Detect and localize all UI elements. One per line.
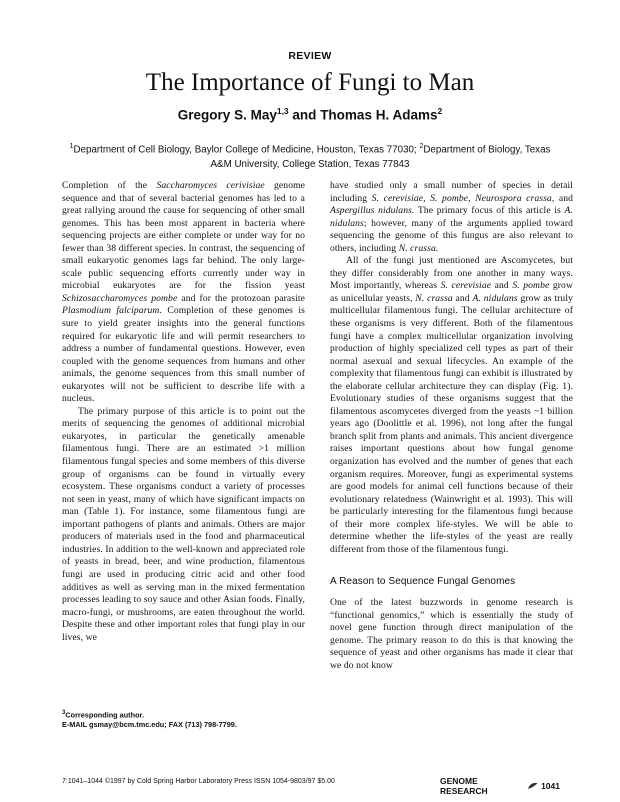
italic-term: Schizosaccharomyces pombe [62, 292, 178, 304]
author-affiliation-marker: 1,3 [276, 106, 289, 116]
italic-term: S. cerevisiae, S. pombe, Neurospora crassa, [371, 192, 555, 204]
body-paragraph [62, 406, 305, 644]
body-paragraph [330, 597, 573, 672]
footnote-label: Corresponding author. [65, 710, 144, 720]
affiliations [60, 139, 560, 172]
body-column-right [330, 180, 573, 672]
author-name: Gregory S. May [177, 107, 277, 123]
text-run: The primary focus of this article is [414, 205, 565, 217]
italic-term: N. crassa [415, 292, 453, 304]
footnote-contact: E-MAIL gsmay@bcm.tmc.edu; FAX (713) 798-7799. [62, 719, 237, 729]
page-number: 1041 [541, 781, 560, 791]
text-run: The primary purpose of this article is to point out the merits of sequencing the genomes of additional microbial eukaryotes, in particular the genetically amenable filamentous fungi. There are an estimated >1 million filamentous fungal species and some members of this diverse group of organisms can be found in virtually every ecosystem. These organisms conduct a variety of processes not seen in yeast, many of which have significant impacts on man (Table 1). For instance, some filamentous fungi are important pathogens of plants and animals. Others are major producers of materials used in the food and pharmaceutical industries. In addition to the well-known and appreciated role of yeasts in bread, beer, and wine production, filamentous fungi are used in producing citric acid and other food additives as well as serving man in the mixed fermentation processes leading to soy sauce and other Asian foods. Finally, macro-fungi, or mushrooms, are eaten throughout the world. Despite these and other important roles that fungi play in our lives, we [62, 405, 305, 643]
text-run: and [452, 292, 473, 304]
copyright-line: 7:1041–1044 ©1997 by Cold Spring Harbor Laboratory Press ISSN 1054-9803/97 $5.00 [62, 778, 335, 785]
author-name: Thomas H. Adams [320, 107, 438, 123]
body-column-left [62, 180, 305, 644]
text-run: All of the fungi just mentioned are Ascomycetes, but they differ considerably from one another in many ways. Most importantly, whereas [330, 255, 573, 292]
italic-term: A. nidulans [330, 205, 573, 229]
section-heading: A Reason to Sequence Fungal Genomes [330, 576, 516, 588]
italic-term: Plasmodium falciparum [62, 305, 160, 317]
article-type-label: REVIEW [288, 50, 332, 62]
italic-term: A. nidulans [472, 292, 518, 304]
affiliation-marker: 1 [69, 143, 74, 150]
italic-term: Aspergillus nidulans. [330, 205, 415, 217]
affiliation-marker: 2 [419, 143, 424, 150]
text-run: Completion of the [62, 180, 157, 191]
affiliation-text: Department of Cell Biology, Baylor College of Medicine, Houston, Texas 77030; [73, 144, 420, 156]
journal-name: GENOME RESEARCH [440, 776, 488, 796]
text-run: genome sequence and that of several bacterial genomes has led to a great rallying around the cause for sequencing of other small genomes. This has been most apparent in bacteria where sequencing projects are either complete or under way for no fewer than 38 different species. In contrast, the sequencing of small eukaryotic genomes lags far behind. The only large-scale public sequencing efforts currently under way in microbial eukaryotes are for the fission yeast [62, 180, 306, 292]
text-run: and for the protozoan parasite [177, 292, 305, 304]
italic-term: Saccharomyces cerivisiae [156, 180, 265, 191]
text-run: One of the latest buzzwords in genome research is “functional genomics,” which is essentially the study of novel gene function through direct manipulation of the genome. The primary reason to do this is that knowing the sequence of yeast and other organisms has made it clear that we do not know [330, 596, 573, 671]
text-run: grow as truly multicellular filamentous fungi. The cellular architecture of these organisms is very different. Both of the filamentous fungi have a complex multicellular organization involving production of highly specialized cell types as part of their normal asexual and sexual lifecycles. An example of the complexity that filamentous fungi can exhibit is illustrated by the elaborate cellular architecture they can display (Fig. 1). Evolutionary studies of these organisms suggest that the filamentous ascomycetes diverged from the yeasts ~1 billion years ago (Doolittle et al. 1996), not long after the fungal branch split from plants and animals. This ancient divergence raises important questions about how fungal genome organization has evolved and the number of genes that each organism requires. Moreover, fungi as experimental systems are good models for animal cell functions because of their evolutionary relatedness (Wainwright et al. 1993). This will be particularly interesting for the filamentous fungi because of their more complex life-styles. We will be able to determine whether the life-styles of the yeast are really different from those of the filamentous fungi. [330, 292, 573, 555]
text-run: and [554, 192, 574, 204]
italic-term: S. pombe [512, 280, 550, 292]
journal-logo-icon [527, 781, 538, 791]
footnote-marker: 3 [62, 710, 66, 716]
running-footer [440, 776, 560, 796]
body-paragraph [330, 180, 573, 255]
text-run: grow as unicellular yeasts, [330, 280, 573, 304]
author-joiner: and [288, 107, 321, 123]
affiliation-text: Department of Biology, Texas A&M University, College Station, Texas 77843 [210, 144, 551, 171]
body-paragraph [330, 255, 573, 556]
author-affiliation-marker: 2 [437, 106, 443, 116]
article-title: The Importance of Fungi to Man [145, 69, 475, 96]
italic-term: N. crassa. [398, 242, 439, 254]
text-run: and [491, 280, 513, 292]
author-line [0, 106, 620, 123]
corresponding-author-footnote [62, 709, 322, 729]
text-run: have studied only a small number of species in detail including [330, 180, 573, 204]
text-run: . Completion of these genomes is sure to yield greater insights into the general functions required for eukaryotic life and will permit researchers to address a number of fundamental questions. However, even coupled with the genome sequences from humans and other animals, the genome sequences from this small number of eukaryotes will not be sufficient to describe life with a nucleus. [62, 305, 305, 405]
body-paragraph [62, 180, 305, 406]
italic-term: S. cerevisiae [440, 280, 492, 292]
text-run: ; however, many of the arguments applied toward sequencing the genome of this fungus are also relevant to others, including [330, 217, 573, 254]
